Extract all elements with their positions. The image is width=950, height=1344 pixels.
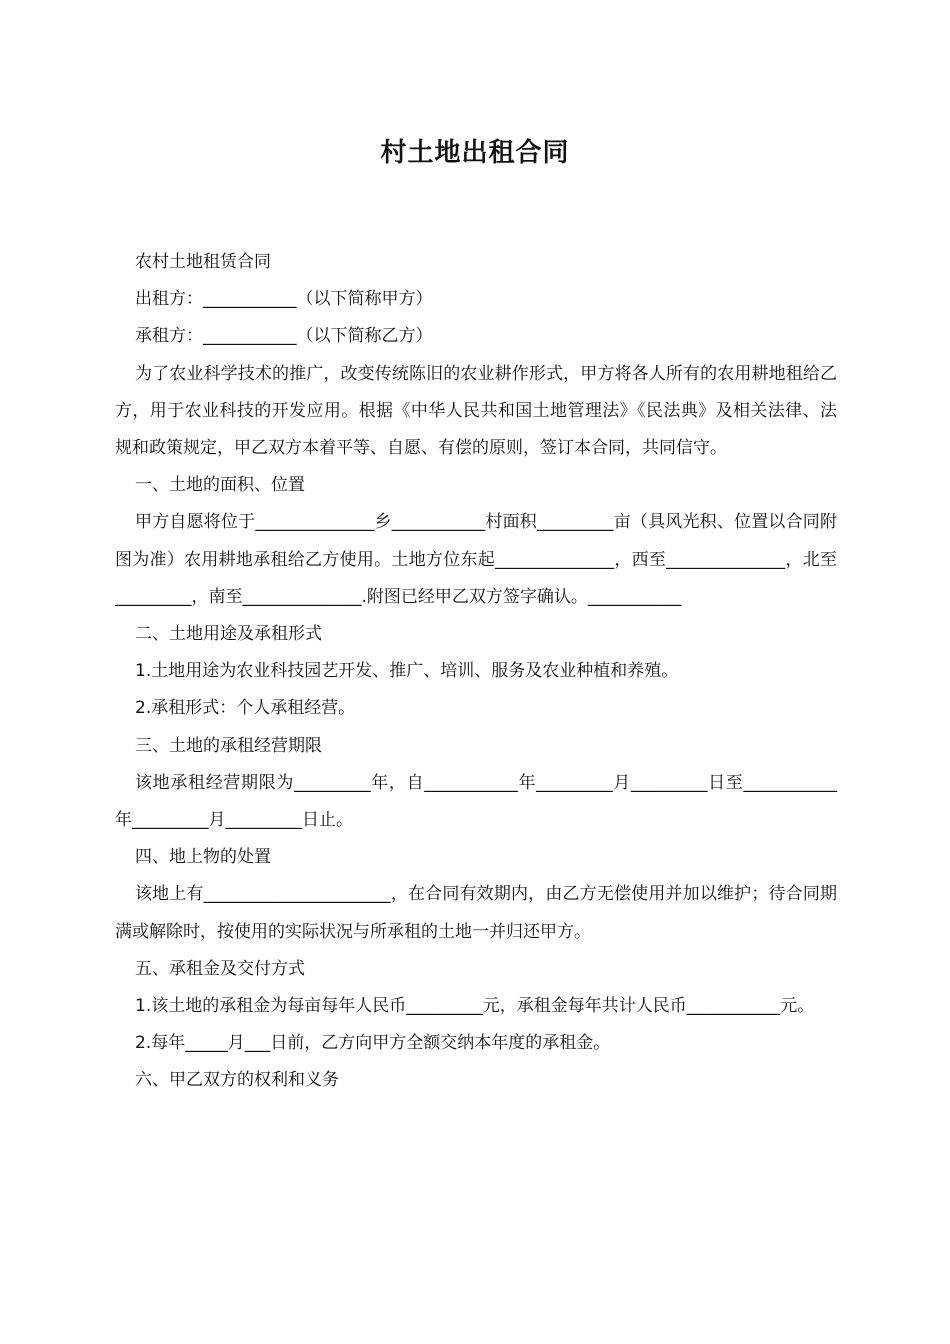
subtitle-paragraph: 农村土地租赁合同 [135,252,271,272]
lessor-line: 出租方：___________（以下简称甲方） [135,289,433,310]
section-heading-6: 六、甲乙双方的权利和义务 [135,1070,339,1091]
lessee-line: 承租方：___________（以下简称乙方） [135,326,433,347]
section-5-item-2: 2.每年_____月___日前，乙方向甲方全额交纳本年度的承租金。 [135,1033,611,1054]
section-2-item-2: 2.承租形式：个人承租经营。 [135,698,356,719]
document-title: 村土地出租合同 [380,138,570,168]
section-heading-5: 五、承租金及交付方式 [135,958,305,979]
section-heading-3: 三、土地的承租经营期限 [135,735,322,756]
section-3-paragraph: 该地承租经营期限为_________年，自___________年_________月_________日至___________年_________月_________日止。 [115,772,837,831]
section-heading-1: 一、土地的面积、位置 [135,475,305,496]
section-5-item-1: 1.该土地的承租金为每亩每年人民币_________元，承租金每年共计人民币___________元。 [135,996,815,1017]
section-4-paragraph: 该地上有______________________，在合同有效期内，由乙方无偿使用并加以维护；待合同期满或解除时，按使用的实际状况与所承租的土地一并归还甲方。 [115,884,837,942]
preamble-paragraph: 为了农业科学技术的推广，改变传统陈旧的农业耕作形式，甲方将各人所有的农用耕地租给乙方，用于农业科技的开发应用。根据《中华人民共和国土地管理法》《民法典》及相关法律、法规和政策规定，甲乙双方本着平等、自愿、有偿的原则，签订本合同，共同信守。 [115,363,837,459]
section-heading-4: 四、地上物的处置 [135,847,271,868]
section-1-paragraph: 甲方自愿将位于______________乡___________村面积_________亩（具风光积、位置以合同附图为准）农用耕地承租给乙方使用。土地方位东起______________，西至______________，北至_________，南至______________.附图已经甲乙双方签字确认。___________ [115,512,837,607]
section-2-item-1: 1.土地用途为农业科技园艺开发、推广、培训、服务及农业种植和养殖。 [135,661,679,682]
document-body [115,244,837,1100]
section-heading-2: 二、土地用途及承租形式 [135,624,322,645]
